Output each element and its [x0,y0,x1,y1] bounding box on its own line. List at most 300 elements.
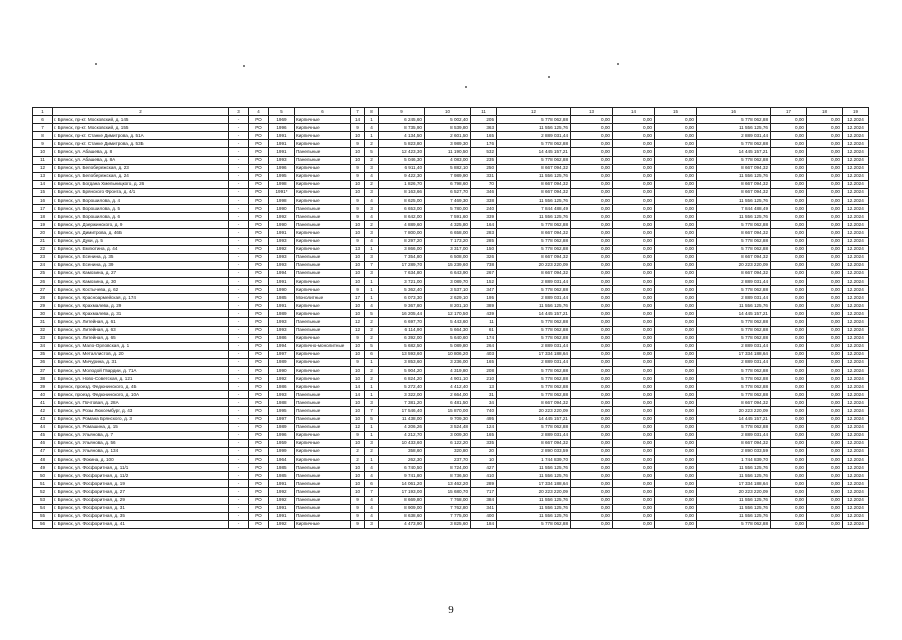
cell-cost-local: 0,00 [655,261,697,269]
cell-year: 1991 [269,302,295,310]
cell-cost-federal: 0,00 [571,221,613,229]
cell-living-area: 4 412,40 [425,383,471,391]
cell-entrances: 1 [365,456,379,464]
cell-total-cost: 11 556 125,76 [497,197,571,205]
cell-total-cost: 5 778 062,88 [497,286,571,294]
cell-cost-regional: 0,00 [613,132,655,140]
cell-living-area: 6 658,00 [425,229,471,237]
cell-program: РО [249,116,269,124]
cell-residents: 240 [471,205,497,213]
cell-deadline: 12.2024 [843,496,869,504]
cell-col-17: 0,00 [771,124,807,132]
cell-cost-local: 0,00 [655,180,697,188]
cell-col-18: 0,00 [807,367,843,375]
cell-col-18: 0,00 [807,269,843,277]
cell-col-17: 0,00 [771,261,807,269]
cell-address: г. Брянск, ул. Крахмалева, д. 31 [53,310,229,318]
cell-row-number: 20 [33,229,53,237]
cell-entrances: 3 [365,188,379,196]
cell-row-number: 8 [33,132,53,140]
cell-total-cost: 7 844 488,49 [497,205,571,213]
cell-cost-federal: 0,00 [571,464,613,472]
cell-cost-local: 0,00 [655,375,697,383]
column-number: 18 [807,108,843,116]
cell-cost-local: 0,00 [655,140,697,148]
cell-deadline: 12.2024 [843,156,869,164]
cell-cost-owners: 11 556 125,76 [697,302,771,310]
cell-entrances: 4 [365,496,379,504]
cell-entrances: 4 [365,172,379,180]
cell-col-18: 0,00 [807,496,843,504]
cell-address: г. Брянск, ул. Металлистов, д. 20 [53,350,229,358]
cell-address: г. Брянск, ул. Абашева, д. 8А [53,156,229,164]
cell-year: 1959 [269,439,295,447]
cell-address: г. Брянск, проезд. Федюнинского, д. 10А [53,391,229,399]
cell-row-number: 54 [33,504,53,512]
cell-wall-material: Панельные [295,512,351,520]
cell-row-number: 19 [33,221,53,229]
cell-cost-local: 0,00 [655,326,697,334]
cell-wall-material: Кирпично-монолитные [295,342,351,350]
cell-deadline: 12.2024 [843,391,869,399]
cell-wall-material: Кирпичные [295,164,351,172]
cell-year: 1998 [269,197,295,205]
cell-address: г. Брянск, ул. Почтовая, д. 28А [53,399,229,407]
cell-row-number: 47 [33,447,53,455]
cell-total-area: 6 911,40 [379,164,425,172]
cell-residents: 384 [471,496,497,504]
cell-col-3: - [229,464,249,472]
cell-address: г. Брянск, ул. Дзержинского, д. 9 [53,221,229,229]
cell-floors: 10 [351,229,365,237]
cell-cost-local: 0,00 [655,342,697,350]
column-number: 8 [365,108,379,116]
cell-living-area: 3 825,60 [425,520,471,528]
cell-cost-federal: 0,00 [571,124,613,132]
table-row [33,124,869,132]
cell-cost-local: 0,00 [655,488,697,496]
cell-col-17: 0,00 [771,310,807,318]
cell-program: РО [249,261,269,269]
cell-cost-owners: 8 667 094,32 [697,180,771,188]
cell-residents: 20 [471,447,497,455]
cell-col-17: 0,00 [771,520,807,528]
table-row [33,180,869,188]
cell-total-cost: 2 889 031,44 [497,294,571,302]
cell-col-3: - [229,140,249,148]
cell-wall-material: Кирпичные [295,447,351,455]
cell-address: г. Брянск, ул. Ульянова, д. 134 [53,447,229,455]
cell-program: РО [249,318,269,326]
cell-row-number: 28 [33,294,53,302]
cell-cost-owners: 5 778 062,88 [697,245,771,253]
cell-floors: 10 [351,415,365,423]
cell-residents: 124 [471,423,497,431]
cell-program: РО [249,237,269,245]
cell-living-area: 15 239,60 [425,261,471,269]
cell-total-cost: 14 445 157,21 [497,310,571,318]
cell-entrances: 5 [365,148,379,156]
cell-cost-local: 0,00 [655,116,697,124]
cell-col-18: 0,00 [807,140,843,148]
cell-wall-material: Панельные [295,399,351,407]
cell-total-area: 1 826,70 [379,180,425,188]
cell-col-17: 0,00 [771,116,807,124]
cell-col-18: 0,00 [807,245,843,253]
cell-living-area: 6 122,20 [425,439,471,447]
cell-year: 1997 [269,350,295,358]
cell-total-area: 12 423,30 [379,148,425,156]
cell-col-17: 0,00 [771,132,807,140]
cell-wall-material: Панельные [295,464,351,472]
cell-row-number: 32 [33,326,53,334]
cell-year: 1992 [269,488,295,496]
cell-total-area: 17 546,40 [379,407,425,415]
cell-cost-local: 0,00 [655,334,697,342]
cell-total-cost: 5 778 062,88 [497,237,571,245]
cell-col-17: 0,00 [771,156,807,164]
cell-living-area: 237,70 [425,456,471,464]
cell-living-area: 8 201,10 [425,302,471,310]
cell-residents: 70 [471,180,497,188]
cell-entrances: 4 [365,302,379,310]
cell-total-cost: 5 778 062,88 [497,383,571,391]
cell-cost-owners: 11 556 125,76 [697,172,771,180]
cell-living-area: 3 009,30 [425,431,471,439]
cell-residents: 740 [471,407,497,415]
cell-total-cost: 5 778 062,88 [497,156,571,164]
cell-floors: 12 [351,326,365,334]
column-number: 13 [571,108,613,116]
cell-cost-federal: 0,00 [571,132,613,140]
table-row [33,205,869,213]
column-number: 14 [613,108,655,116]
cell-year: 1991 [269,148,295,156]
cell-address: г. Брянск, ул. Литейная, д. 65 [53,334,229,342]
cell-col-3: - [229,407,249,415]
cell-cost-federal: 0,00 [571,237,613,245]
cell-program: РО [249,164,269,172]
cell-col-17: 0,00 [771,504,807,512]
cell-row-number: 9 [33,140,53,148]
cell-living-area: 320,80 [425,447,471,455]
cell-year: 1986 [269,383,295,391]
cell-deadline: 12.2024 [843,237,869,245]
cell-col-3: - [229,229,249,237]
cell-cost-regional: 0,00 [613,447,655,455]
cell-cost-federal: 0,00 [571,431,613,439]
cell-entrances: 3 [365,205,379,213]
cell-floors: 9 [351,504,365,512]
cell-row-number: 11 [33,156,53,164]
cell-living-area: 9 709,30 [425,415,471,423]
cell-program: РО [249,326,269,334]
cell-col-17: 0,00 [771,391,807,399]
cell-residents: 339 [471,213,497,221]
cell-deadline: 12.2024 [843,520,869,528]
cell-col-17: 0,00 [771,399,807,407]
cell-residents: 335 [471,439,497,447]
cell-cost-owners: 2 890 033,59 [697,447,771,455]
cell-cost-owners: 5 778 062,88 [697,326,771,334]
cell-deadline: 12.2024 [843,350,869,358]
cell-cost-regional: 0,00 [613,253,655,261]
cell-col-17: 0,00 [771,326,807,334]
cell-entrances: 1 [365,286,379,294]
cell-living-area: 8 736,50 [425,472,471,480]
cell-wall-material: Панельные [295,326,351,334]
cell-cost-owners: 2 889 031,44 [697,294,771,302]
cell-deadline: 12.2024 [843,253,869,261]
cell-entrances: 1 [365,423,379,431]
cell-cost-owners: 11 556 125,76 [697,213,771,221]
cell-program: РО [249,439,269,447]
cell-cost-federal: 0,00 [571,472,613,480]
column-number: 12 [497,108,571,116]
cell-col-3: - [229,277,249,285]
cell-deadline: 12.2024 [843,164,869,172]
cell-cost-regional: 0,00 [613,375,655,383]
cell-cost-federal: 0,00 [571,415,613,423]
cell-cost-regional: 0,00 [613,213,655,221]
cell-col-17: 0,00 [771,350,807,358]
column-number: 10 [425,108,471,116]
cell-deadline: 12.2024 [843,221,869,229]
cell-program: РО [249,464,269,472]
cell-wall-material: Кирпичные [295,180,351,188]
cell-living-area: 11 190,50 [425,148,471,156]
cell-residents: 174 [471,334,497,342]
cell-year: 1993 [269,318,295,326]
cell-living-area: 2 629,10 [425,294,471,302]
cell-living-area: 3 317,00 [425,245,471,253]
cell-cost-federal: 0,00 [571,342,613,350]
cell-total-cost: 2 889 031,44 [497,277,571,285]
table-row [33,383,869,391]
table-row [33,456,869,464]
cell-row-number: 53 [33,496,53,504]
cell-cost-regional: 0,00 [613,318,655,326]
cell-cost-federal: 0,00 [571,180,613,188]
cell-floors: 10 [351,375,365,383]
cell-program: РО [249,383,269,391]
cell-wall-material: Кирпичные [295,456,351,464]
cell-total-area: 8 909,00 [379,504,425,512]
cell-entrances: 4 [365,472,379,480]
table-row [33,342,869,350]
cell-program: РО [249,205,269,213]
table-row [33,326,869,334]
column-number: 4 [249,108,269,116]
table-row [33,375,869,383]
cell-total-area: 17 289,70 [379,261,425,269]
cell-living-area: 6 481,50 [425,399,471,407]
cell-col-17: 0,00 [771,221,807,229]
cell-address: г. Брянск, ул. Ворошилова, д. 6 [53,213,229,221]
cell-cost-regional: 0,00 [613,423,655,431]
cell-program: РО [249,180,269,188]
cell-program: РО [249,286,269,294]
cell-deadline: 12.2024 [843,140,869,148]
cell-program: РО [249,350,269,358]
cell-cost-owners: 8 667 094,32 [697,439,771,447]
cell-col-3: - [229,172,249,180]
cell-total-cost: 8 667 094,32 [497,188,571,196]
cell-total-area: 7 634,80 [379,269,425,277]
cell-col-17: 0,00 [771,180,807,188]
cell-floors: 10 [351,221,365,229]
cell-program: РО [249,512,269,520]
cell-total-cost: 11 556 125,76 [497,512,571,520]
cell-program: РО [249,229,269,237]
cell-residents: 389 [471,302,497,310]
cell-deadline: 12.2024 [843,229,869,237]
cell-cost-local: 0,00 [655,310,697,318]
cell-address: г. Брянск, ул. Ульянова, д. 56 [53,439,229,447]
cell-floors: 2 [351,456,365,464]
cell-col-17: 0,00 [771,472,807,480]
cell-program: РО [249,367,269,375]
cell-col-17: 0,00 [771,245,807,253]
cell-residents: 346 [471,188,497,196]
cell-col-17: 0,00 [771,423,807,431]
cell-address: г. Брянск, пр-кт. Станке Димитрова, д. 51А [53,132,229,140]
cell-address: г. Брянск, ул. Литейная, д. 61 [53,318,229,326]
cell-col-3: - [229,447,249,455]
cell-row-number: 10 [33,148,53,156]
cell-cost-regional: 0,00 [613,156,655,164]
cell-program: РО [249,269,269,277]
cell-year: 1990 [269,367,295,375]
cell-entrances: 2 [365,318,379,326]
cell-year: 1985 [269,464,295,472]
cell-total-cost: 5 778 062,88 [497,116,571,124]
cell-living-area: 5 089,80 [425,342,471,350]
cell-address: г. Брянск, ул. Есенина, д. 39 [53,261,229,269]
cell-cost-owners: 8 667 094,32 [697,399,771,407]
cell-cost-local: 0,00 [655,512,697,520]
cell-wall-material: Кирпичные [295,358,351,366]
cell-deadline: 12.2024 [843,358,869,366]
cell-floors: 9 [351,512,365,520]
cell-cost-regional: 0,00 [613,512,655,520]
cell-program: РО [249,302,269,310]
cell-col-18: 0,00 [807,342,843,350]
cell-cost-owners: 8 667 094,32 [697,229,771,237]
cell-cost-federal: 0,00 [571,439,613,447]
cell-year: 1996 [269,164,295,172]
cell-col-18: 0,00 [807,286,843,294]
cell-col-17: 0,00 [771,496,807,504]
cell-wall-material: Панельные [295,221,351,229]
cell-cost-regional: 0,00 [613,456,655,464]
cell-deadline: 12.2024 [843,423,869,431]
cell-cost-owners: 2 889 031,44 [697,277,771,285]
cell-cost-federal: 0,00 [571,520,613,528]
cell-total-area: 3 866,00 [379,245,425,253]
cell-entrances: 2 [365,334,379,342]
cell-total-area: 5 823,80 [379,140,425,148]
cell-cost-regional: 0,00 [613,245,655,253]
cell-floors: 9 [351,140,365,148]
cell-col-17: 0,00 [771,277,807,285]
cell-year: 1993 [269,237,295,245]
cell-program: РО [249,213,269,221]
column-number: 5 [269,108,295,116]
cell-cost-local: 0,00 [655,229,697,237]
cell-col-17: 0,00 [771,253,807,261]
cell-col-17: 0,00 [771,439,807,447]
cell-col-18: 0,00 [807,205,843,213]
cell-deadline: 12.2024 [843,375,869,383]
cell-cost-local: 0,00 [655,205,697,213]
cell-col-17: 0,00 [771,318,807,326]
cell-cost-federal: 0,00 [571,213,613,221]
cell-cost-federal: 0,00 [571,140,613,148]
cell-total-area: 6 653,00 [379,205,425,213]
cell-total-cost: 2 889 031,44 [497,132,571,140]
cell-deadline: 12.2024 [843,480,869,488]
cell-floors: 9 [351,334,365,342]
cell-cost-regional: 0,00 [613,261,655,269]
cell-col-3: - [229,399,249,407]
cell-total-area: 9 422,30 [379,172,425,180]
cell-wall-material: Кирпичные [295,188,351,196]
cell-wall-material: Панельные [295,269,351,277]
cell-cost-regional: 0,00 [613,472,655,480]
cell-cost-regional: 0,00 [613,431,655,439]
cell-cost-local: 0,00 [655,399,697,407]
cell-residents: 208 [471,367,497,375]
cell-address: г. Брянск, ул. Белобережская, д. 23 [53,164,229,172]
cell-cost-regional: 0,00 [613,172,655,180]
cell-total-cost: 2 889 031,44 [497,342,571,350]
cell-deadline: 12.2024 [843,261,869,269]
cell-year: 1989 [269,310,295,318]
cell-program: РО [249,334,269,342]
scan-speck [95,63,97,65]
cell-entrances: 3 [365,229,379,237]
column-number: 11 [471,108,497,116]
cell-floors: 2 [351,447,365,455]
cell-living-area: 6 527,70 [425,188,471,196]
column-number: 17 [771,108,807,116]
cell-year: 1993 [269,391,295,399]
cell-wall-material: Кирпичные [295,383,351,391]
cell-year: 1991 [269,132,295,140]
table-row [33,237,869,245]
cell-total-cost: 8 667 094,32 [497,164,571,172]
cell-program: РО [249,496,269,504]
cell-deadline: 12.2024 [843,488,869,496]
cell-address: г. Брянск, ул. Ворошилова, д. 4 [53,197,229,205]
cell-total-cost: 1 744 839,70 [497,456,571,464]
cell-cost-regional: 0,00 [613,116,655,124]
cell-cost-federal: 0,00 [571,188,613,196]
cell-cost-owners: 14 445 157,21 [697,148,771,156]
cell-deadline: 12.2024 [843,269,869,277]
cell-cost-local: 0,00 [655,237,697,245]
cell-address: г. Брянск, ул. Фосфоритная, д. 35 [53,512,229,520]
cell-cost-local: 0,00 [655,302,697,310]
cell-col-18: 0,00 [807,156,843,164]
cell-total-cost: 20 223 220,09 [497,261,571,269]
cell-year: 1991 [269,140,295,148]
cell-cost-owners: 5 778 062,88 [697,318,771,326]
cell-cost-regional: 0,00 [613,294,655,302]
cell-address: г. Брянск, ул. Дуки, д. 5 [53,237,229,245]
cell-col-3: - [229,415,249,423]
